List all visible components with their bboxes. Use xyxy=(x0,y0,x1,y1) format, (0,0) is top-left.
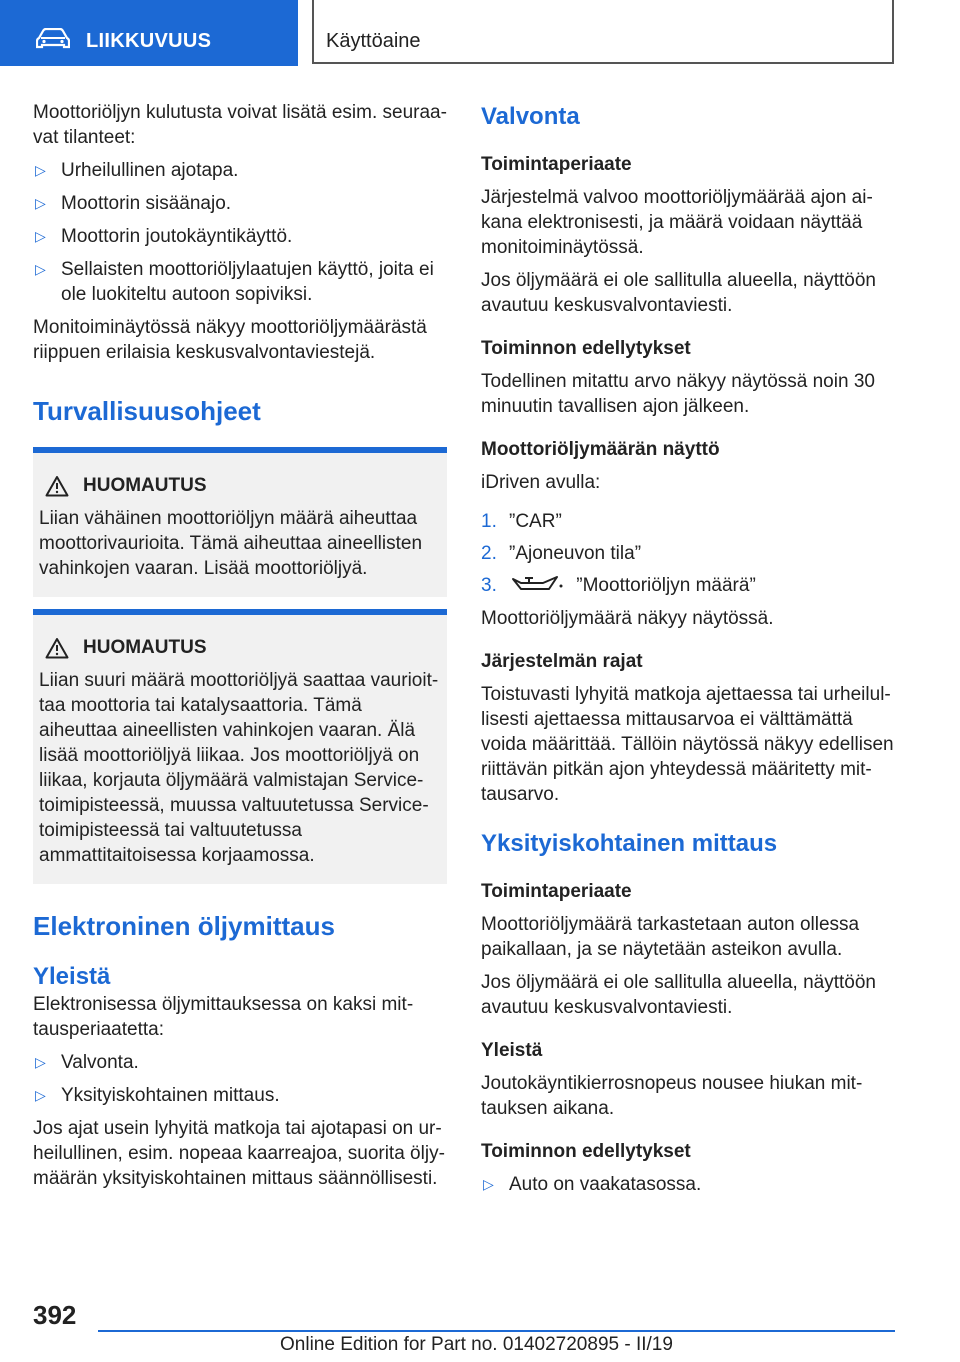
principle-text-2: Jos öljymäärä ei ole sallitulla alueella, näyttöön avautuu keskusvalvontaviesti. xyxy=(481,270,877,316)
list-item: ▷ Sellaisten moottoriöljylaatujen käyttö, joita ei ole luokiteltu autoon sopiviksi. xyxy=(35,259,434,305)
principle-heading: Toimintaperiaate xyxy=(481,154,632,175)
general-after-text: Jos ajat usein lyhyitä matkoja tai ajotapasi on urheilullinen, esim. nopeaa kaarreajoa, suorita öljymäärän yksityiskohtainen mittaus säännöllisesti. xyxy=(33,1118,445,1189)
left-column xyxy=(33,100,447,1191)
triangle-bullet-icon: ▷ xyxy=(483,1176,494,1192)
intro-after-text: Monitoiminäytössä näkyy moottoriöljymäärästä riippuen erilaisia keskusvalvontaviestejä. xyxy=(33,317,427,363)
triangle-bullet-icon: ▷ xyxy=(35,195,46,211)
edition-text: Online Edition for Part no. 01402720895 - II/19 xyxy=(280,1334,673,1355)
electronic-heading: Elektroninen öljymittaus xyxy=(33,911,335,941)
oil-can-icon xyxy=(509,573,565,595)
footer-divider xyxy=(98,1330,895,1332)
list-item: ▷ Moottorin sisäänajo. xyxy=(35,193,232,214)
detailed-heading: Yksityiskohtainen mittaus xyxy=(481,830,778,857)
notice-box xyxy=(33,447,447,597)
d-principle-heading: Toimintaperiaate xyxy=(481,881,632,902)
prereq-text: Todellinen mitattu arvo näkyy näytössä noin 30 minuutin tavallisen ajon jälkeen. xyxy=(481,371,875,417)
monitoring-heading: Valvonta xyxy=(481,103,580,130)
warning-icon xyxy=(45,475,69,497)
triangle-bullet-icon: ▷ xyxy=(35,1054,46,1070)
section-label: Käyttöaine xyxy=(326,30,421,52)
car-icon xyxy=(36,28,70,50)
list-item: ▷ Auto on vaakatasossa. xyxy=(483,1174,702,1195)
page-number: 392 xyxy=(33,1300,77,1330)
principle-text: Järjestelmä valvoo moottoriöljymäärää ajon aikana elektronisesti, ja määrä voidaan näyttää monitoiminäytössä. xyxy=(481,187,873,258)
d-principle-text-2: Jos öljymäärä ei ole sallitulla alueella, näyttöön avautuu keskusvalvontaviesti. xyxy=(481,972,877,1018)
d-principle-text: Moottoriöljymäärä tarkastetaan auton ollessa paikallaan, ja se näytetään asteikon avulla. xyxy=(481,914,860,960)
safety-heading: Turvallisuusohjeet xyxy=(33,396,261,426)
d-general-heading: Yleistä xyxy=(481,1040,543,1061)
chapter-tab xyxy=(0,0,298,66)
triangle-bullet-icon: ▷ xyxy=(35,261,46,277)
notice-box xyxy=(33,609,447,884)
d-prereq-heading: Toiminnon edellytykset xyxy=(481,1141,691,1162)
list-item: ▷ Valvonta. xyxy=(35,1052,139,1073)
limits-text: Toistuvasti lyhyitä matkoja ajettaessa tai urheilullisesti ajettaessa mittausarvoa ei välttämättä voida määrittää. Tällöin näytössä näkyy edellisen riittävän pitkän ajon yhteydessä määritetty mittausarvo. xyxy=(481,684,894,805)
list-item: 2. ”Ajoneuvon tila” xyxy=(481,543,642,564)
notice-title: HUOMAUTUS xyxy=(39,473,441,498)
general-text: Elektronisessa öljymittauksessa on kaksi mittausperiaatetta: xyxy=(33,994,414,1040)
notice-text: Liian suuri määrä moottoriöljyä saattaa vaurioittaa moottoria tai katalysaattoria. Tämä aiheuttaa aineellisten vahinkojen vaaran. Älä lisää moottoriöljyä liikaa. Jos moottoriöljyä on liikaa, korjauta öljymäärä valmistajan Service-toimipisteessä, muussa valtuutetussa Service-toimipisteessä tai valtuutetussa ammattitaitoisessa korjaamossa. xyxy=(39,670,439,866)
list-item: 3. ”Moottoriöljyn määrä” xyxy=(481,575,756,596)
warning-icon xyxy=(45,637,69,659)
intro-text: Moottoriöljyn kulutusta voivat lisätä esim. seuraavat tilanteet: xyxy=(33,102,447,148)
display-intro: iDriven avulla: xyxy=(481,472,601,493)
list-item: ▷ Moottorin joutokäyntikäyttö. xyxy=(35,226,293,247)
list-item: 1. ”CAR” xyxy=(481,511,562,532)
limits-heading: Järjestelmän rajat xyxy=(481,651,643,672)
triangle-bullet-icon: ▷ xyxy=(35,1087,46,1103)
list-item: ▷ Urheilullinen ajotapa. xyxy=(35,160,239,181)
page-header xyxy=(0,0,960,66)
notice-title: HUOMAUTUS xyxy=(39,635,441,660)
display-after-text: Moottoriöljymäärä näkyy näytössä. xyxy=(481,608,774,629)
d-general-text: Joutokäyntikierrosnopeus nousee hiukan mittauksen aikana. xyxy=(481,1073,863,1119)
chapter-label: LIIKKUVUUS xyxy=(86,30,212,52)
notice-text: Liian vähäinen moottoriöljyn määrä aiheuttaa moottorivaurioita. Tämä aiheuttaa aineellisten vahinkojen vaaran. Lisää moottoriöljyä. xyxy=(39,508,423,579)
triangle-bullet-icon: ▷ xyxy=(35,162,46,178)
list-item: ▷ Yksityiskohtainen mittaus. xyxy=(35,1085,280,1106)
general-heading: Yleistä xyxy=(33,963,111,990)
right-column xyxy=(481,100,895,1197)
prereq-heading: Toiminnon edellytykset xyxy=(481,338,691,359)
display-heading: Moottoriöljymäärän näyttö xyxy=(481,439,720,460)
section-tab xyxy=(312,0,894,64)
triangle-bullet-icon: ▷ xyxy=(35,228,46,244)
